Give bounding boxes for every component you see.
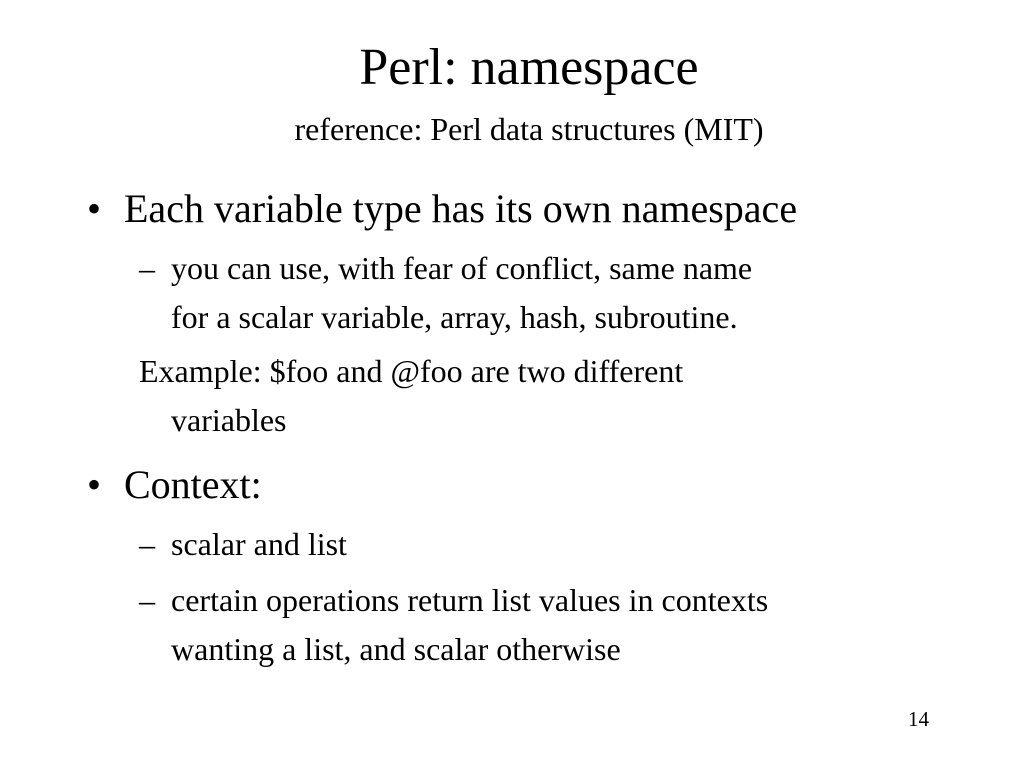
sub-item-text [171, 524, 347, 573]
slide-title: Perl: namespace [359, 39, 699, 96]
bullet-text: Each variable type has its own namespace [124, 186, 798, 231]
sub-item-text [171, 580, 768, 678]
slide-subtitle: reference: Perl data structures (MIT) [294, 111, 764, 147]
text-line: for a scalar variable, array, hash, subroutine. [171, 299, 738, 335]
dash-marker: – [139, 582, 155, 618]
bullet-marker: • [87, 462, 102, 507]
text-line: wanting a list, and scalar otherwise [171, 631, 621, 667]
dash-marker: – [139, 526, 155, 562]
dash-marker: – [139, 250, 155, 286]
text-line: you can use, with fear of conflict, same name [171, 250, 753, 286]
bullet-marker: • [87, 186, 102, 231]
text-line: Example: $foo and @foo are two different [139, 353, 684, 389]
text-line: variables [171, 402, 287, 438]
example-paragraph [139, 351, 683, 449]
sub-item-text [171, 248, 752, 346]
text-line: certain operations return list values in contexts [171, 582, 769, 618]
text-line: scalar and list [171, 526, 347, 562]
bullet-text: Context: [124, 462, 262, 507]
page-number: 14 [908, 707, 929, 731]
